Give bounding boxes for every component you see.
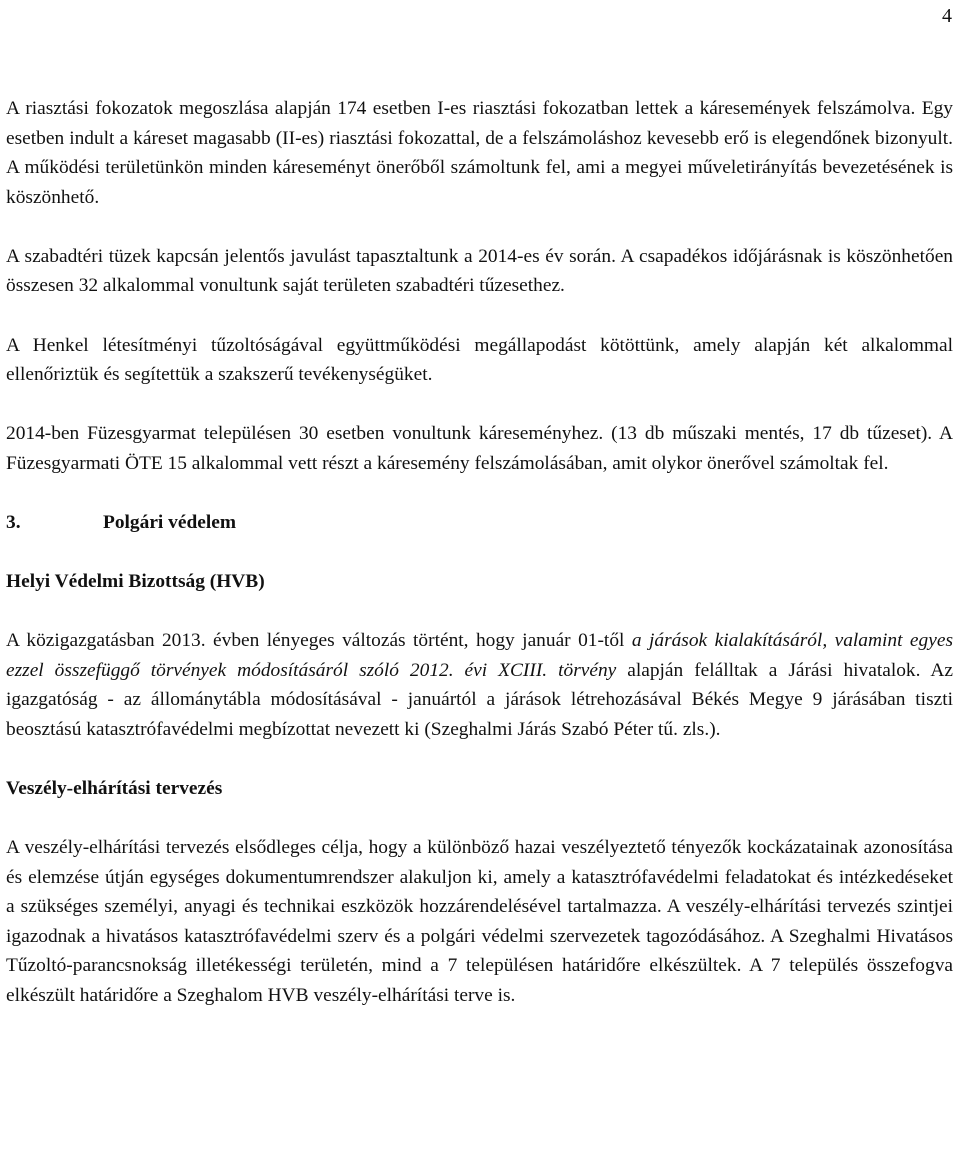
section-heading <box>6 508 953 538</box>
paragraph-alarm-levels: A riasztási fokozatok megoszlása alapján 174 esetben I-es riasztási fokozatban lettek a káresemények felszámolva. Egy esetben indult a káreset magasabb (II-es) riasztási fokozattal, de a felszámoláshoz kevesebb erő is elegendőnek bizonyult. A működési területünkön minden káreseményt önerőből számoltunk fel, ami a megyei műveletirányítás bevezetésének is köszönhető. <box>6 98 953 208</box>
hvb-text-start: A közigazgatásban 2013. évben lényeges változás történt, hogy január 01-től <box>6 630 632 652</box>
paragraph-hvb <box>6 626 953 744</box>
paragraph-henkel: A Henkel létesítményi tűzoltóságával együttműködési megállapodást kötöttünk, amely alapján két alkalommal ellenőriztük és segítettük a szakszerű tevékenységüket. <box>6 334 953 386</box>
planning-heading: Veszély-elhárítási tervezés <box>6 778 223 799</box>
paragraph-fuzesgyarmat: 2014-ben Füzesgyarmat településen 30 esetben vonultunk káreseményhez. (13 db műszaki mentés, 17 db tűzeset). A Füzesgyarmati ÖTE 15 alkalommal vett részt a káresemény felszámolásában, amit olykor önerővel számoltak fel. <box>6 423 953 474</box>
paragraph-planning: A veszély-elhárítási tervezés elsődleges célja, hogy a különböző hazai veszélyeztető tényezők kockázatainak azonosítása és elemzése útján egységes dokumentumrendszer alakuljon ki, amely a katasztrófavédelmi feladatokat és intézkedéseket a szükséges személyi, anyagi és technikai eszközök hozzárendelésével tartalmazza. A veszély-elhárítási tervezés szintjei igazodnak a hivatásos katasztrófavédelmi szerv és a polgári védelmi szervezetek tagozódásához. A Szeghalmi Hivatásos Tűzoltó-parancsnokság illetékességi területén, mind a 7 településen határidőre elkészültek. A 7 település összefogva elkészült határidőre a Szeghalom HVB veszély-elhárítási terve is. <box>6 837 953 1007</box>
document-body <box>6 94 953 1011</box>
hvb-heading: Helyi Védelmi Bizottság (HVB) <box>6 571 265 593</box>
section-number: 3. <box>6 511 21 533</box>
page-number: 4 <box>942 5 952 27</box>
hvb-law-citation: a járások kialakításáról, valamint egyes ezzel összefüggő törvények módosításáról szóló 2012. évi XCIII. törvény <box>6 630 953 681</box>
paragraph-outdoor-fires: A szabadtéri tüzek kapcsán jelentős javulást tapasztaltunk a 2014-es év során. A csapadékos időjárásnak is köszönhetően összesen 32 alkalommal vonultunk saját területen szabadtéri tűzesethez. <box>6 245 953 297</box>
hvb-text-end: alapján felálltak a Járási hivatalok. Az igazgatóság - az állománytábla módosításával - januártól a járások létrehozásával Békés Megye 9 járásában tiszti beosztású katasztrófavédelmi megbízottat nevezett ki (Szeghalmi Járás Szabó Péter tű. zls.). <box>6 659 953 740</box>
section-title: Polgári védelem <box>103 511 236 533</box>
